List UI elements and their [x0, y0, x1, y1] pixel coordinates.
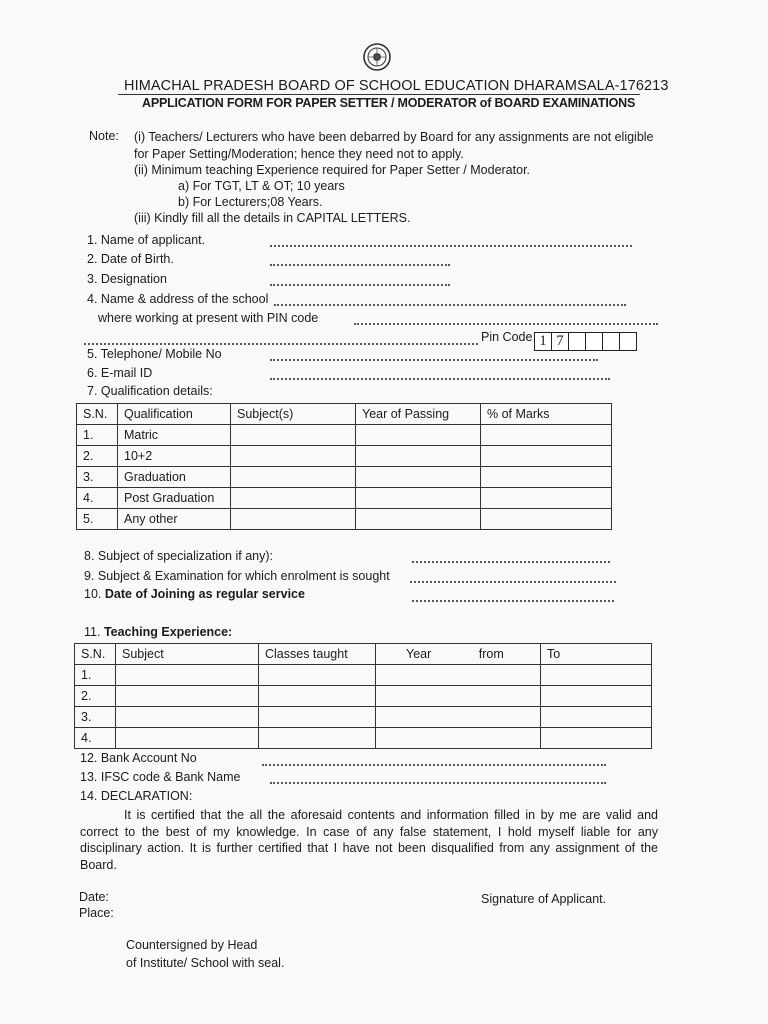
row-subject-cell[interactable]: [231, 425, 356, 446]
field-experience-label: [84, 625, 232, 639]
table-row: [77, 425, 612, 446]
note-i-line1: (i) Teachers/ Lecturers who have been debarred by Board for any assignments are not eligible: [134, 130, 654, 144]
field-designation-label: 3. Designation: [87, 272, 167, 286]
row-subject-cell[interactable]: [116, 686, 259, 707]
row-subject-cell[interactable]: [116, 707, 259, 728]
place-label: Place:: [79, 906, 114, 920]
field-telephone-input[interactable]: [270, 359, 598, 361]
field-ifsc-input[interactable]: [270, 782, 606, 784]
table-row: [75, 707, 652, 728]
pin-code-label: Pin Code: [481, 330, 533, 344]
row-subject-cell[interactable]: [231, 488, 356, 509]
row-to-cell[interactable]: [541, 707, 652, 728]
row-from-cell[interactable]: [376, 707, 541, 728]
field-bank-account-label: 12. Bank Account No: [80, 751, 197, 765]
pin-digit[interactable]: 1: [535, 333, 552, 351]
row-sn: 3.: [75, 707, 116, 728]
field-designation-input[interactable]: [270, 284, 450, 286]
field-enrolment-label: 9. Subject & Examination for which enrolment is sought: [84, 569, 390, 583]
field-experience-text: Teaching Experience:: [103, 625, 233, 639]
row-classes-cell[interactable]: [259, 686, 376, 707]
field-experience-number: 11.: [84, 625, 101, 639]
field-qualification-label: 7. Qualification details:: [87, 384, 213, 398]
field-joining-text: Date of Joining as regular service: [104, 587, 305, 601]
field-email-label: 6. E-mail ID: [87, 366, 153, 380]
table-header-cell: Subject(s): [231, 404, 356, 425]
field-dob-label: 2. Date of Birth.: [87, 252, 174, 266]
row-year-cell[interactable]: [356, 446, 481, 467]
note-ii: (ii) Minimum teaching Experience required for Paper Setter / Moderator.: [134, 163, 531, 177]
table-row: [75, 686, 652, 707]
row-sn: 2.: [75, 686, 116, 707]
field-telephone-label: 5. Telephone/ Mobile No: [87, 347, 222, 361]
row-sn: 1.: [77, 425, 118, 446]
table-row: [77, 446, 612, 467]
note-iii: (iii) Kindly fill all the details in CAPITAL LETTERS.: [134, 211, 411, 225]
table-header-cell: % of Marks: [481, 404, 612, 425]
field-enrolment-input[interactable]: [410, 581, 616, 583]
field-name-input[interactable]: [270, 245, 632, 247]
note-ii-a: a) For TGT, LT & OT; 10 years: [178, 179, 345, 193]
field-school-input-3[interactable]: [84, 343, 478, 345]
form-subtitle: APPLICATION FORM FOR PAPER SETTER / MODERATOR of BOARD EXAMINATIONS: [142, 96, 636, 110]
row-qualification: 10+2: [118, 446, 231, 467]
header-rule: [118, 94, 640, 95]
field-specialization-label: 8. Subject of specialization if any):: [84, 549, 273, 563]
row-year-cell[interactable]: [356, 488, 481, 509]
board-title: HIMACHAL PRADESH BOARD OF SCHOOL EDUCATION DHARAMSALA-176213: [124, 78, 669, 94]
table-header-row: [75, 644, 652, 665]
row-marks-cell[interactable]: [481, 509, 612, 530]
row-classes-cell[interactable]: [259, 665, 376, 686]
row-year-cell[interactable]: [356, 509, 481, 530]
pin-digit[interactable]: [620, 333, 637, 351]
row-to-cell[interactable]: [541, 686, 652, 707]
field-school-label-2: where working at present with PIN code: [98, 311, 319, 325]
row-sn: 4.: [77, 488, 118, 509]
field-joining-label: [84, 587, 305, 601]
note-label: Note:: [89, 129, 119, 143]
pin-digit[interactable]: [603, 333, 620, 351]
from-header: from: [478, 647, 504, 661]
table-header-cell: To: [541, 644, 652, 665]
table-header-cell: S.N.: [75, 644, 116, 665]
row-sn: 3.: [77, 467, 118, 488]
field-ifsc-label: 13. IFSC code & Bank Name: [80, 770, 241, 784]
table-row: [77, 509, 612, 530]
row-year-cell[interactable]: [356, 467, 481, 488]
field-email-input[interactable]: [270, 378, 610, 380]
declaration-heading: 14. DECLARATION:: [80, 789, 193, 803]
row-classes-cell[interactable]: [259, 728, 376, 749]
row-qualification: Any other: [118, 509, 231, 530]
row-from-cell[interactable]: [376, 665, 541, 686]
countersigned-line2: of Institute/ School with seal.: [126, 956, 285, 970]
row-qualification: Post Graduation: [118, 488, 231, 509]
row-year-cell[interactable]: [356, 425, 481, 446]
board-emblem-icon: [362, 42, 392, 72]
row-sn: 2.: [77, 446, 118, 467]
pin-digit[interactable]: [586, 333, 603, 351]
table-header-cell: Year of Passing: [356, 404, 481, 425]
field-dob-input[interactable]: [270, 264, 450, 266]
row-qualification: Graduation: [118, 467, 231, 488]
field-specialization-input[interactable]: [412, 561, 610, 563]
table-row: [77, 467, 612, 488]
row-marks-cell[interactable]: [481, 488, 612, 509]
table-header-cell: Classes taught: [259, 644, 376, 665]
pin-digit[interactable]: [569, 333, 586, 351]
field-name-label: 1. Name of applicant.: [87, 233, 206, 247]
table-header-row: [77, 404, 612, 425]
signature-label: Signature of Applicant.: [481, 892, 607, 906]
row-sn: 1.: [75, 665, 116, 686]
table-row: [75, 728, 652, 749]
experience-table: [74, 643, 652, 749]
field-school-input-2[interactable]: [354, 323, 658, 325]
table-header-cell: Qualification: [118, 404, 231, 425]
date-label: Date:: [79, 890, 109, 904]
row-subject-cell[interactable]: [116, 728, 259, 749]
pin-code-boxes[interactable]: [534, 332, 637, 351]
row-subject-cell[interactable]: [231, 467, 356, 488]
table-row: [77, 488, 612, 509]
note-ii-b: b) For Lecturers;08 Years.: [178, 195, 323, 209]
row-to-cell[interactable]: [541, 665, 652, 686]
pin-digit[interactable]: 7: [552, 333, 569, 351]
year-header: Year: [406, 647, 432, 661]
field-school-input[interactable]: [274, 304, 626, 306]
countersigned-line1: Countersigned by Head: [126, 938, 258, 952]
field-joining-number: 10.: [84, 587, 102, 601]
table-header-cell: [376, 644, 541, 665]
row-sn: 5.: [77, 509, 118, 530]
row-marks-cell[interactable]: [481, 467, 612, 488]
row-classes-cell[interactable]: [259, 707, 376, 728]
field-joining-input[interactable]: [412, 600, 614, 602]
row-to-cell[interactable]: [541, 728, 652, 749]
note-i-line2: for Paper Setting/Moderation; hence they need not to apply.: [134, 147, 464, 161]
row-from-cell[interactable]: [376, 686, 541, 707]
row-subject-cell[interactable]: [231, 446, 356, 467]
table-row: [75, 665, 652, 686]
row-marks-cell[interactable]: [481, 425, 612, 446]
row-from-cell[interactable]: [376, 728, 541, 749]
row-qualification: Matric: [118, 425, 231, 446]
field-school-label: 4. Name & address of the school: [87, 292, 269, 306]
row-subject-cell[interactable]: [231, 509, 356, 530]
row-sn: 4.: [75, 728, 116, 749]
field-bank-account-input[interactable]: [262, 764, 606, 766]
row-marks-cell[interactable]: [481, 446, 612, 467]
row-subject-cell[interactable]: [116, 665, 259, 686]
table-header-cell: Subject: [116, 644, 259, 665]
declaration-body: It is certified that the all the aforesaid contents and information filled in by me are valid and correct to the best of my knowledge. In case of any false statement, I hold myself liable for any disciplinary action. It is further certified that I have not been disqualified from any assignment of the Board.: [80, 808, 658, 872]
table-header-cell: S.N.: [77, 404, 118, 425]
declaration-text: [80, 807, 658, 873]
qualification-table: [76, 403, 612, 530]
